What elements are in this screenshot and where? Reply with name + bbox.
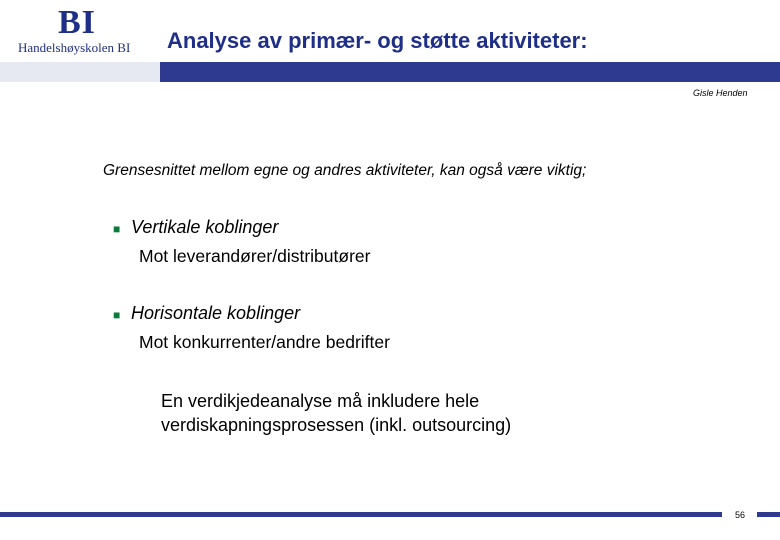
logo-mark: BI (58, 4, 96, 41)
note-text (161, 389, 511, 437)
bullet-square-icon: ■ (113, 222, 121, 236)
note-line-1: En verdikjedeanalyse må inkludere hele (161, 391, 480, 411)
item-detail-vertical: Mot leverandører/distributører (139, 246, 371, 266)
note-line-2: verdiskapningsprosessen (inkl. outsourcing) (161, 415, 512, 435)
footer-bar (0, 512, 780, 517)
header-bar-light-segment (0, 62, 160, 82)
logo-school-name: Handelshøyskolen BI (18, 40, 131, 55)
bullet-square-icon: ■ (113, 308, 121, 322)
intro-text: Grensesnittet mellom egne og andres aktiviteter, kan også være viktig; (103, 162, 587, 179)
bi-logo (18, 6, 148, 54)
author-name: Gisle Henden (693, 88, 748, 98)
item-detail-horizontal: Mot konkurrenter/andre bedrifter (139, 332, 390, 352)
item-heading-horizontal: Horisontale koblinger (131, 303, 301, 323)
page-number: 56 (735, 510, 746, 520)
slide-title: Analyse av primær- og støtte aktiviteter: (167, 28, 588, 53)
item-heading-vertical: Vertikale koblinger (131, 217, 279, 237)
